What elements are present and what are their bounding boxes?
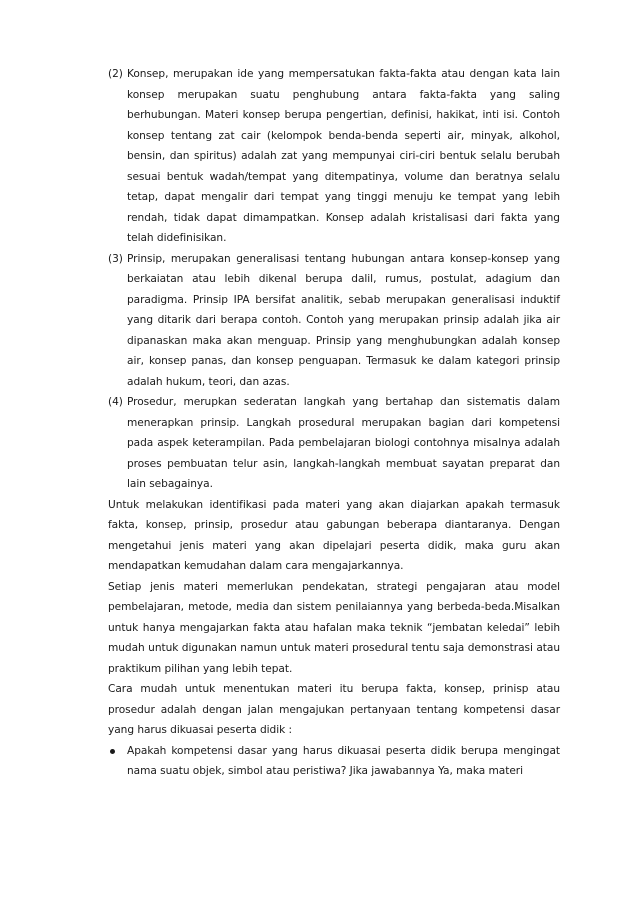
numbered-item-prosedur <box>108 392 560 495</box>
bullet-dot-icon <box>110 749 115 754</box>
item-marker: (4) <box>108 396 123 408</box>
paragraph-identifikasi: Untuk melakukan identifikasi pada materi yang akan diajarkan apakah termasuk fakta, konsep, prinsip, prosedur atau gabungan beberapa diantaranya. Dengan mengetahui jenis materi yang akan dipelajari peserta didik, maka guru akan mendapatkan kemudahan dalam cara mengajarkannya. <box>108 498 560 572</box>
item-marker: (3) <box>108 252 123 265</box>
paragraph-jenis-materi: Setiap jenis materi memerlukan pendekatan, strategi pengajaran atau model pembelajaran, metode, media dan sistem penilaiannya yang berbeda-beda.Misalkan untuk hanya mengajarkan fakta atau hafalan maka teknik “jembatan keledai” lebih mudah untuk digunakan namun untuk materi prosedural tentu saja demonstrasi atau praktikum pilihan yang lebih tepat. <box>108 580 560 675</box>
item-text: Prosedur, merupkan sederatan langkah yang bertahap dan sistematis dalam menerapkan prinsip. Langkah prosedural merupakan bagian dari kompetensi pada aspek keterampilan. Pada pembelajaran biologi contohnya misalnya adalah proses pembuatan telur asin, langkah-langkah membuat sayatan preparat dan lain sebagainya. <box>127 396 560 490</box>
bullet-item <box>108 741 560 782</box>
item-marker: (2) <box>108 68 123 80</box>
page-body <box>108 64 560 782</box>
item-text: Prinsip, merupakan generalisasi tentang hubungan antara konsep-konsep yang berkaiatan atau lebih dikenal berupa dalil, rumus, postulat, adagium dan paradigma. Prinsip IPA bersifat analitik, sebab merupakan generalisasi induktif yang ditarik dari berapa contoh. Contoh yang merupakan prinsip adalah jika air dipanaskan maka akan menguap. Prinsip yang menghubungkan adalah konsep air, konsep panas, dan konsep penguapan. Termasuk ke dalam kategori prinsip adalah hukum, teori, dan azas. <box>127 252 560 388</box>
numbered-item-prinsip <box>108 249 560 393</box>
paragraph-cara-mudah: Cara mudah untuk menentukan materi itu berupa fakta, konsep, prinisp atau prosedur adalah dengan jalan mengajukan pertanyaan tentang kompetensi dasar yang harus dikuasai peserta didik : <box>108 683 560 736</box>
numbered-item-konsep <box>108 64 560 249</box>
bullet-text: Apakah kompetensi dasar yang harus dikuasai peserta didik berupa mengingat nama suatu objek, simbol atau peristiwa? Jika jawabannya Ya, maka materi <box>127 744 560 777</box>
item-text: Konsep, merupakan ide yang mempersatukan fakta-fakta atau dengan kata lain konsep merupakan suatu penghubung antara fakta-fakta yang saling berhubungan. Materi konsep berupa pengertian, definisi, hakikat, inti isi. Contoh konsep tentang zat cair (kelompok benda-benda seperti air, minyak, alkohol, bensin, dan spiritus) adalah zat yang mempunyai ciri-ciri bentuk selalu berubah sesuai bentuk wadah/tempat yang ditempatinya, volume dan beratnya selalu tetap, dapat mengalir dari tempat yang tinggi menuju ke tempat yang lebih rendah, tidak dapat dimampatkan. Konsep adalah kristalisasi dari fakta yang telah didefinisikan. <box>127 68 560 244</box>
